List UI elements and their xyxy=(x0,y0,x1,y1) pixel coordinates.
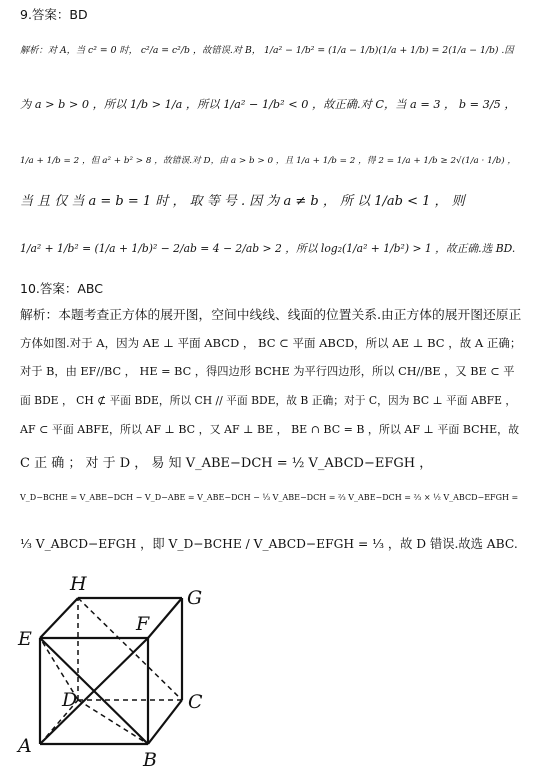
hidden-db xyxy=(78,700,148,744)
vertex-label-h: H xyxy=(70,573,87,595)
q9-line-2: 为 a > b > 0 ，所以 1/b > 1/a ，所以 1/a² − 1/b² < 0 ，故正确.对 C，当 a = 3 ， b = 3/5 ， xyxy=(20,98,516,111)
q10-line-8: ⅓ V_ABCD−EFGH ，即 V_D−BCHE / V_ABCD−EFGH = ⅓ ，故 D 错误.故选 ABC. xyxy=(20,537,518,551)
vertex-label-f: F xyxy=(136,613,150,635)
q10-line-6: C 正 确 ； 对 于 D ， 易 知 V_ABE−DCH = ½ V_ABCD−EFGH ， xyxy=(20,456,433,471)
q10-line-2: 方体如图.对于 A，因为 AE ⊥ 平面 ABCD ， BC ⊂ 平面 ABCD，所以 AE ⊥ BC ，故 A 正确； xyxy=(20,336,522,350)
q10-line-5: AF ⊂ 平面 ABFE，所以 AF ⊥ BC ，又 AF ⊥ BE ， BE ∩ BC = B ，所以 AF ⊥ 平面 BCHE，故 xyxy=(20,423,520,436)
vertex-label-d: D xyxy=(62,689,78,711)
q9-line-3: 1/a + 1/b = 2 ，但 a² + b² > 8 ，故错误.对 D，由 a > b > 0 ，且 1/a + 1/b = 2 ，得 2 = 1/a + 1/b ≥ 2√(1/a · 1/b) ， xyxy=(20,156,517,166)
q10-line-7: V_D−BCHE = V_ABE−DCH − V_D−ABE = V_ABE−DCH − ⅓ V_ABE−DCH = ⅔ V_ABE−DCH = ⅔ × ½ V_ABCD−EFGH = xyxy=(20,493,519,502)
edge-bc xyxy=(148,700,182,744)
q9-line-5: 1/a² + 1/b² = (1/a + 1/b)² − 2/ab = 4 − 2/ab > 2 ，所以 log₂(1/a² + 1/b²) > 1 ，故正确.选 BD. xyxy=(20,242,516,255)
hidden-hc xyxy=(78,598,182,700)
q10-heading: 10.答案：ABC xyxy=(20,281,104,296)
vertex-label-c: C xyxy=(188,691,203,713)
q10-line-4: 面 BDE ， CH ⊄ 平面 BDE，所以 CH // 平面 BDE，故 B 正确；对于 C，因为 BC ⊥ 平面 ABFE ， xyxy=(20,394,517,407)
q9-line-1: 解析：对 A，当 c² = 0 时， c²/a = c²/b ，故错误.对 B， 1/a² − 1/b² = (1/a − 1/b)(1/a + 1/b) = 2(1/a − 1/b) .因 xyxy=(20,45,514,56)
q10-line-3: 对于 B，由 EF//BC ， HE = BC ，得四边形 BCHE 为平行四边形，所以 CH//BE ，又 BE ⊂ 平 xyxy=(20,365,515,378)
cube-figure xyxy=(0,568,533,768)
q9-heading: 9.答案：BD xyxy=(20,7,88,22)
q9-line-4: 当 且 仅 当 a = b = 1 时 ， 取 等 号 . 因 为 a ≠ b ， 所 以 1/ab < 1 ， 则 xyxy=(20,194,465,209)
edge-fg xyxy=(148,598,182,638)
q10-line-1: 解析：本题考查正方体的展开图，空间中线线、线面的位置关系.由正方体的展开图还原正 xyxy=(20,308,522,323)
vertex-label-g: G xyxy=(187,587,203,609)
vertex-label-a: A xyxy=(18,735,32,757)
vertex-label-e: E xyxy=(18,628,32,650)
edge-eh xyxy=(40,598,78,638)
vertex-label-b: B xyxy=(143,749,157,768)
